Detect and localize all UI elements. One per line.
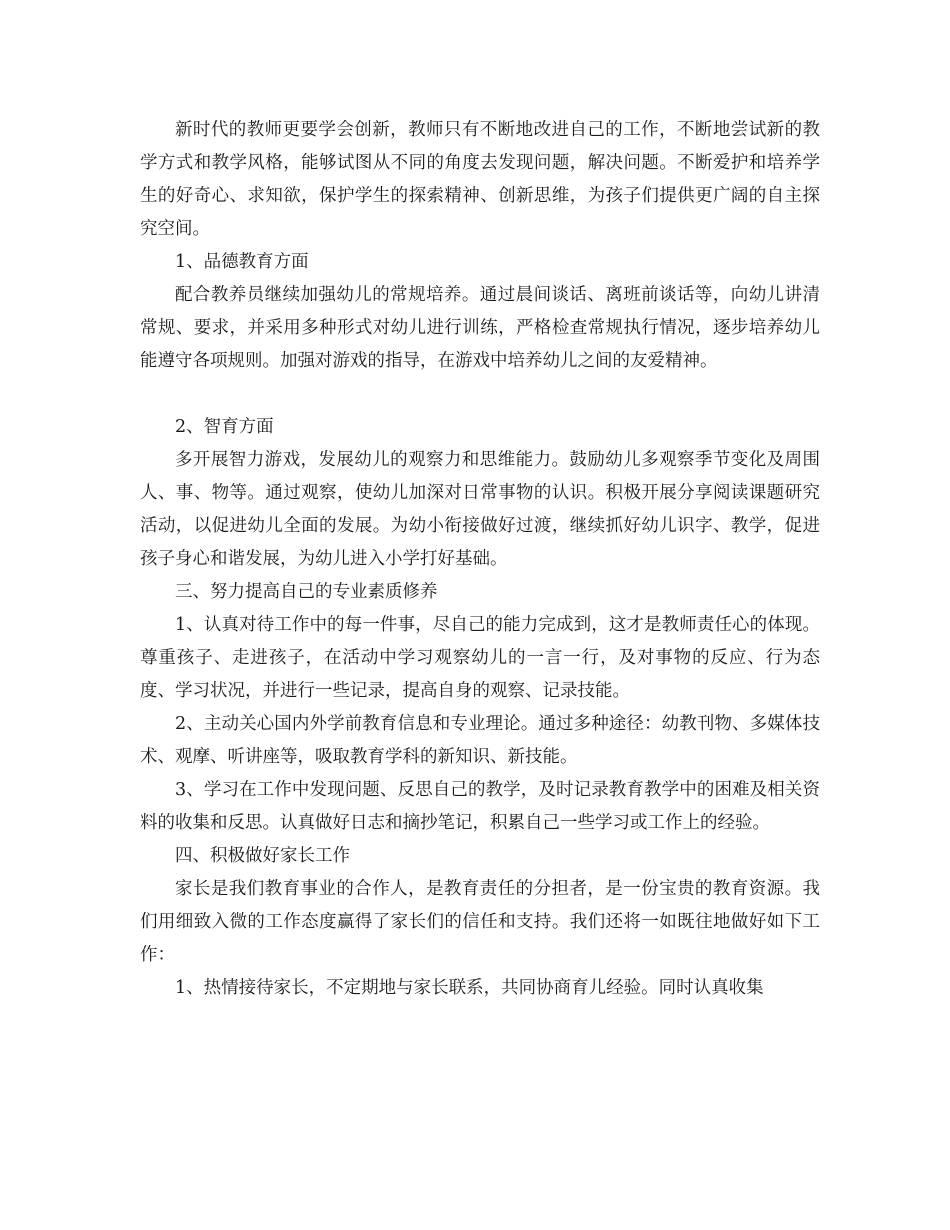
paragraph-professional-2: 2、主动关心国内外学前教育信息和专业理论。通过多种途径：幼教刊物、多媒体技术、观摩、听讲座等，吸取教育学科的新知识、新技能。 (140, 714, 820, 767)
paragraph-parent-work-1: 1、热情接待家长，不定期地与家长联系，共同协商育儿经验。同时认真收集 (175, 978, 764, 998)
paragraph-moral-education: 配合教养员继续加强幼儿的常规培养。通过晨间谈话、离班前谈话等，向幼儿讲清常规、要求，并采用多种形式对幼儿进行训练，严格检查常规执行情况，逐步培养幼儿能遵守各项规则。加强对游戏的指导，在游戏中培养幼儿之间的友爱精神。 (140, 285, 820, 371)
heading-intellectual-education: 2、智育方面 (175, 417, 274, 437)
paragraph-parent-work: 家长是我们教育事业的合作人，是教育责任的分担者，是一份宝贵的教育资源。我们用细致入微的工作态度赢得了家长们的信任和支持。我们还将一如既往地做好如下工作： (140, 879, 820, 965)
paragraph-professional-1: 1、认真对待工作中的每一件事，尽自己的能力完成到，这才是教师责任心的体现。尊重孩子、走进孩子，在活动中学习观察幼儿的一言一行，及对事物的反应、行为态度、学习状况，并进行一些记录，提高自身的观察、记录技能。 (140, 615, 820, 701)
heading-moral-education: 1、品德教育方面 (175, 252, 309, 272)
paragraph-gap (140, 378, 820, 411)
paragraph-innovation: 新时代的教师更要学会创新，教师只有不断地改进自己的工作，不断地尝试新的教学方式和教学风格，能够试图从不同的角度去发现问题，解决问题。不断爱护和培养学生的好奇心、求知欲，保护学生的探索精神、创新思维，为孩子们提供更广阔的自主探究空间。 (140, 120, 820, 239)
heading-professional-quality: 三、努力提高自己的专业素质修养 (175, 582, 438, 602)
document-body (140, 114, 820, 1005)
paragraph-professional-3: 3、学习在工作中发现问题、反思自己的教学，及时记录教育教学中的困难及相关资料的收集和反思。认真做好日志和摘抄笔记，积累自己一些学习或工作上的经验。 (140, 780, 820, 833)
heading-parent-work: 四、积极做好家长工作 (175, 846, 350, 866)
paragraph-intellectual-education: 多开展智力游戏，发展幼儿的观察力和思维能力。鼓励幼儿多观察季节变化及周围人、事、物等。通过观察，使幼儿加深对日常事物的认识。积极开展分享阅读课题研究活动，以促进幼儿全面的发展。为幼小衔接做好过渡，继续抓好幼儿识字、教学，促进孩子身心和谐发展，为幼儿进入小学打好基础。 (140, 450, 820, 569)
